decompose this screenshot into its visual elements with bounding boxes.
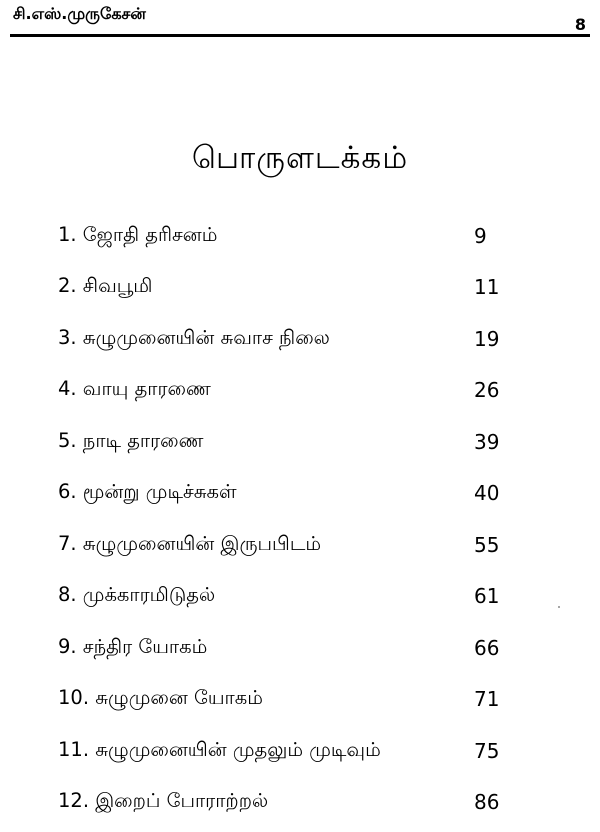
- toc-entry-title: 1. ஜோதி தரிசனம்: [58, 222, 218, 246]
- toc-entry-page: 9: [474, 223, 487, 248]
- toc-entry-page: 61: [474, 584, 500, 609]
- toc-entry-title: 11. சுழுமுனையின் முதலும் முடிவும்: [58, 737, 381, 761]
- toc-entry-title: 2. சிவபூமி: [58, 274, 153, 298]
- toc-entry-title: 4. வாயு தாரணை: [58, 377, 211, 401]
- toc-list: [0, 210, 600, 828]
- page-number: 8: [574, 15, 586, 34]
- toc-entry: [0, 262, 600, 314]
- toc-entry: [0, 519, 600, 571]
- toc-entry: [0, 622, 600, 674]
- toc-entry-page: 19: [474, 326, 500, 351]
- toc-entry: [0, 365, 600, 417]
- toc-entry-title: 9. சந்திர யோகம்: [58, 634, 208, 658]
- toc-entry-page: 11: [474, 275, 500, 300]
- running-head: சி.எஸ்.முருகேசன்: [13, 4, 146, 23]
- toc-entry: [0, 313, 600, 365]
- toc-entry-page: 40: [474, 481, 500, 506]
- toc-entry-title: 5. நாடி தாரணை: [58, 428, 204, 452]
- scan-speck: [558, 606, 560, 608]
- toc-entry: [0, 468, 600, 520]
- toc-entry-title: 12. இறைப் போராற்றல்: [58, 789, 269, 813]
- toc-entry: [0, 777, 600, 829]
- toc-entry-page: 55: [474, 532, 500, 557]
- toc-entry: [0, 571, 600, 623]
- toc-entry: [0, 674, 600, 726]
- toc-entry-page: 39: [474, 429, 500, 454]
- toc-entry: [0, 416, 600, 468]
- toc-entry-page: 86: [474, 790, 500, 815]
- toc-title: பொருளடக்கம்: [191, 140, 409, 176]
- toc-entry-page: 71: [474, 687, 500, 712]
- toc-entry-page: 26: [474, 378, 500, 403]
- toc-entry-title: 6. மூன்று முடிச்சுகள்: [58, 480, 237, 504]
- toc-entry-title: 8. முக்காரமிடுதல்: [58, 583, 216, 607]
- toc-entry-title: 7. சுழுமுனையின் இருபபிடம்: [58, 531, 322, 555]
- toc-entry-page: 66: [474, 635, 500, 660]
- toc-entry: [0, 725, 600, 777]
- toc-entry-title: 10. சுழுமுனை யோகம்: [58, 686, 263, 710]
- header-rule: [10, 34, 590, 37]
- toc-entry-title: 3. சுழுமுனையின் சுவாச நிலை: [58, 325, 330, 349]
- toc-entry: [0, 210, 600, 262]
- toc-entry-page: 75: [474, 738, 500, 763]
